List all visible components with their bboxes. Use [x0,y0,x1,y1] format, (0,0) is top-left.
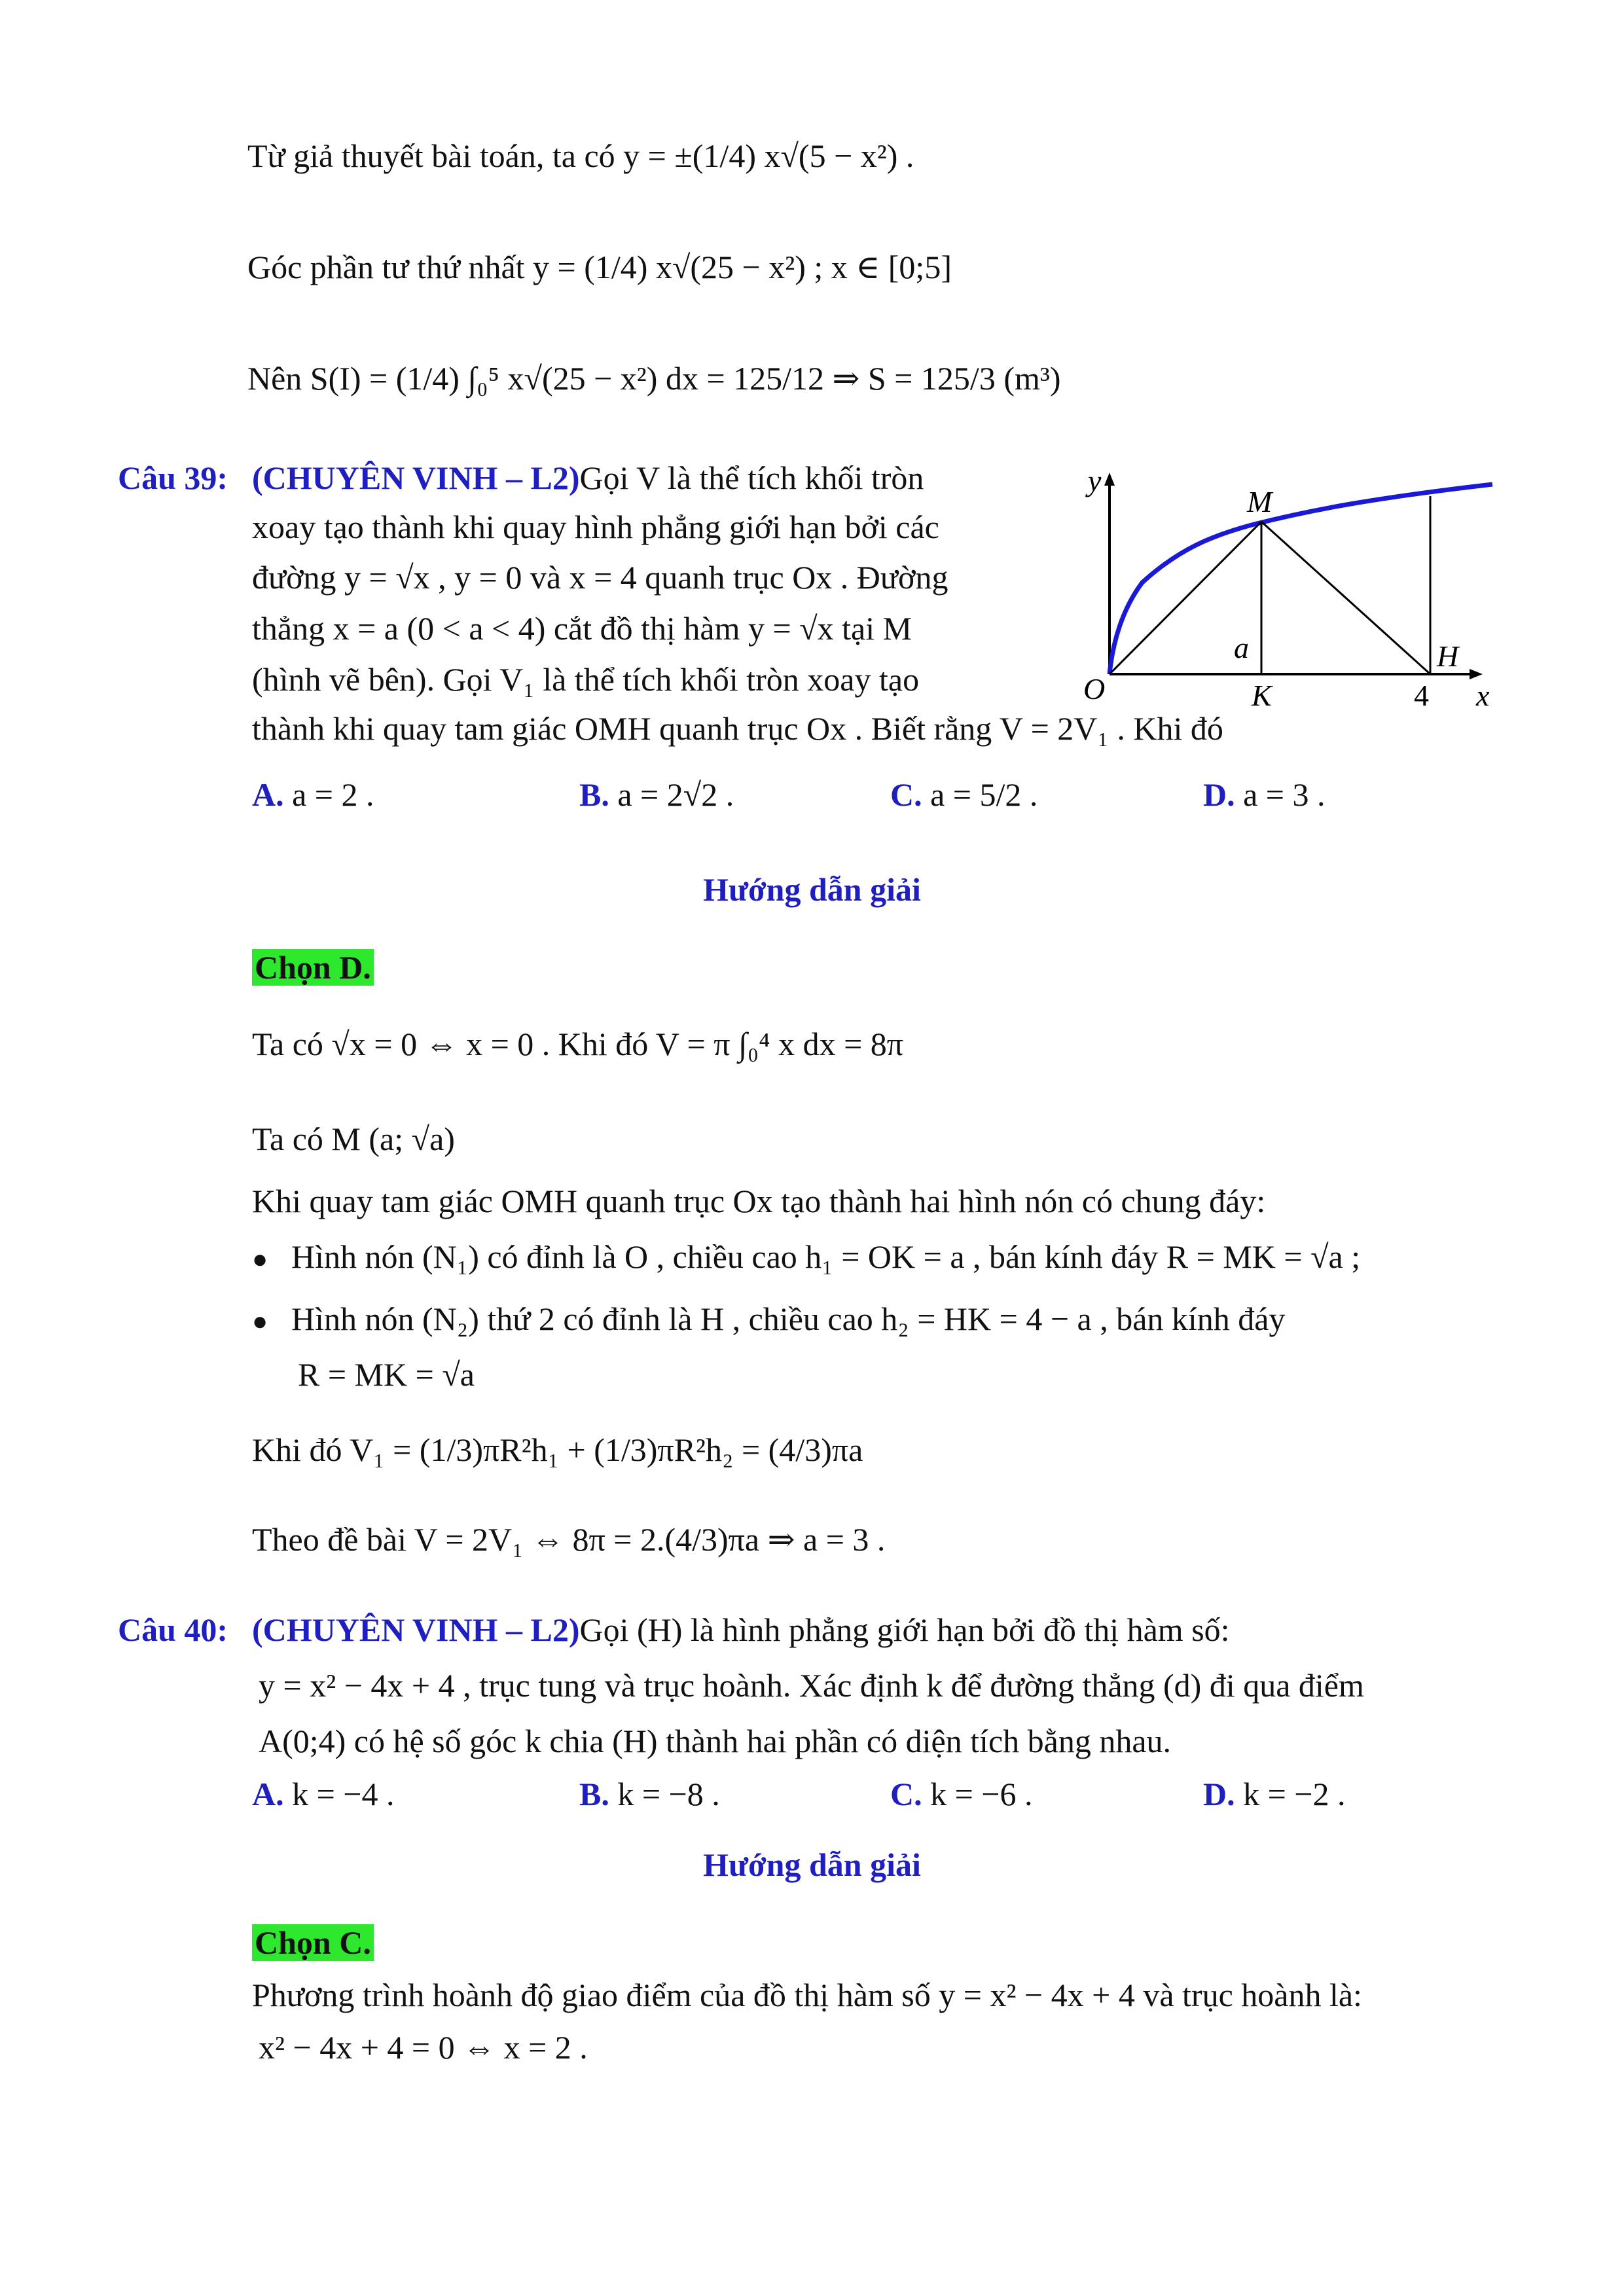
option-key: D. [1203,1776,1235,1812]
label-four: 4 [1414,679,1429,707]
q39-sol-5: Theo đề bài V = 2V₁ ⇔ 8π = 2.(4/3)πa ⇒ a = 3 . [252,1521,886,1558]
q39-option-a[interactable] [252,776,374,814]
q39-option-d[interactable] [1203,776,1326,814]
q39-line-1 [252,458,924,497]
option-value: k = −8 . [617,1776,720,1812]
q40-option-c[interactable] [890,1775,1033,1813]
option-value: a = 3 . [1243,776,1326,813]
q39-text-5: (hình vẽ bên). Gọi V₁ là thể tích khối tròn xoay tạo [252,661,920,698]
q39-bullet-2b: R = MK = √a [298,1356,475,1393]
q39-sol-3: Khi quay tam giác OMH quanh trục Ox tạo thành hai hình nón có chung đáy: [252,1183,1266,1219]
q39-guide-title: Hướng dẫn giải [703,871,921,908]
label-m: M [1247,485,1272,518]
q40-option-d[interactable] [1203,1775,1346,1813]
option-value: k = −4 . [292,1776,395,1812]
option-value: k = −6 . [930,1776,1033,1812]
segment-mh [1261,522,1430,674]
label-k: K [1252,679,1272,707]
q39-figure [1074,458,1506,707]
y-axis-arrow-icon [1104,473,1115,486]
q39-option-c[interactable] [890,776,1038,814]
bullet-icon: ● [252,1306,268,1336]
option-value: a = 2 . [292,776,374,813]
q39-sol-4: Khi đó V₁ = (1/3)πR²h₁ + (1/3)πR²h₂ = (4/3)πa [252,1431,863,1468]
q40-line-1 [252,1610,1230,1649]
x-axis-arrow-icon [1470,669,1483,679]
q39-option-b[interactable] [579,776,734,814]
q40-label: Câu 40: [118,1611,228,1648]
option-key: C. [890,776,922,813]
bullet-icon: ● [252,1244,268,1274]
option-value: a = 2√2 . [617,776,734,813]
label-y: y [1088,464,1102,497]
q40-text-2: y = x² − 4x + 4 , trục tung và trục hoành. Xác định k để đường thẳng (d) đi qua điểm [259,1667,1364,1704]
option-key: A. [252,1776,284,1812]
option-value: k = −2 . [1243,1776,1346,1812]
top-line-2: Góc phần tư thứ nhất y = (1/4) x√(25 − x²) ; x ∈ [0;5] [247,249,952,285]
label-a: a [1234,631,1249,664]
q39-text-1: Gọi V là thể tích khối tròn [579,459,924,496]
q40-sol-1: Phương trình hoành độ giao điểm của đồ thị hàm số y = x² − 4x + 4 và trục hoành là: [252,1977,1362,2013]
q39-bullet-1: Hình nón (N₁) có đỉnh là O , chiều cao h₁ = OK = a , bán kính đáy R = MK = √a ; [291,1238,1361,1275]
q39-text-6: thành khi quay tam giác OMH quanh trục Ox . Biết rằng V = 2V₁ . Khi đó [252,710,1223,747]
label-h: H [1437,639,1459,673]
option-key: B. [579,1776,609,1812]
label-o: O [1083,672,1106,706]
q40-text-1: Gọi (H) là hình phẳng giới hạn bởi đồ thị hàm số: [579,1611,1230,1648]
q40-source: (CHUYÊN VINH – L2) [252,1611,580,1648]
q40-option-b[interactable] [579,1775,720,1813]
q39-choice: Chọn D. [252,949,374,986]
q40-text-3: A(0;4) có hệ số góc k chia (H) thành hai phần có diện tích bằng nhau. [259,1723,1172,1759]
option-key: A. [252,776,284,813]
q39-bullet-2a: Hình nón (N₂) thứ 2 có đỉnh là H , chiều cao h₂ = HK = 4 − a , bán kính đáy [291,1300,1286,1337]
q39-label: Câu 39: [118,459,228,496]
top-line-3: Nên S(I) = (1/4) ∫₀⁵ x√(25 − x²) dx = 125/12 ⇒ S = 125/3 (m³) [247,360,1061,397]
option-key: D. [1203,776,1235,813]
top-line-1: Từ giả thuyết bài toán, ta có y = ±(1/4) x√(5 − x²) . [247,137,914,174]
q40-choice: Chọn C. [252,1924,374,1961]
q39-sol-2: Ta có M (a; √a) [252,1121,455,1157]
option-key: C. [890,1776,922,1812]
q39-text-2: xoay tạo thành khi quay hình phẳng giới hạn bởi các [252,509,939,545]
sqrt-curve [1110,484,1492,674]
option-value: a = 5/2 . [930,776,1038,813]
q40-option-a[interactable] [252,1775,395,1813]
option-key: B. [579,776,609,813]
q40-guide-title: Hướng dẫn giải [703,1846,921,1883]
q40-sol-2: x² − 4x + 4 = 0 ⇔ x = 2 . [259,2029,588,2066]
q39-text-3: đường y = √x , y = 0 và x = 4 quanh trục Ox . Đường [252,559,948,596]
q39-source: (CHUYÊN VINH – L2) [252,459,580,496]
q39-sol-1: Ta có √x = 0 ⇔ x = 0 . Khi đó V = π ∫₀⁴ x dx = 8π [252,1026,904,1062]
q39-text-4: thẳng x = a (0 < a < 4) cắt đồ thị hàm y = √x tại M [252,610,912,647]
label-x: x [1476,679,1490,707]
